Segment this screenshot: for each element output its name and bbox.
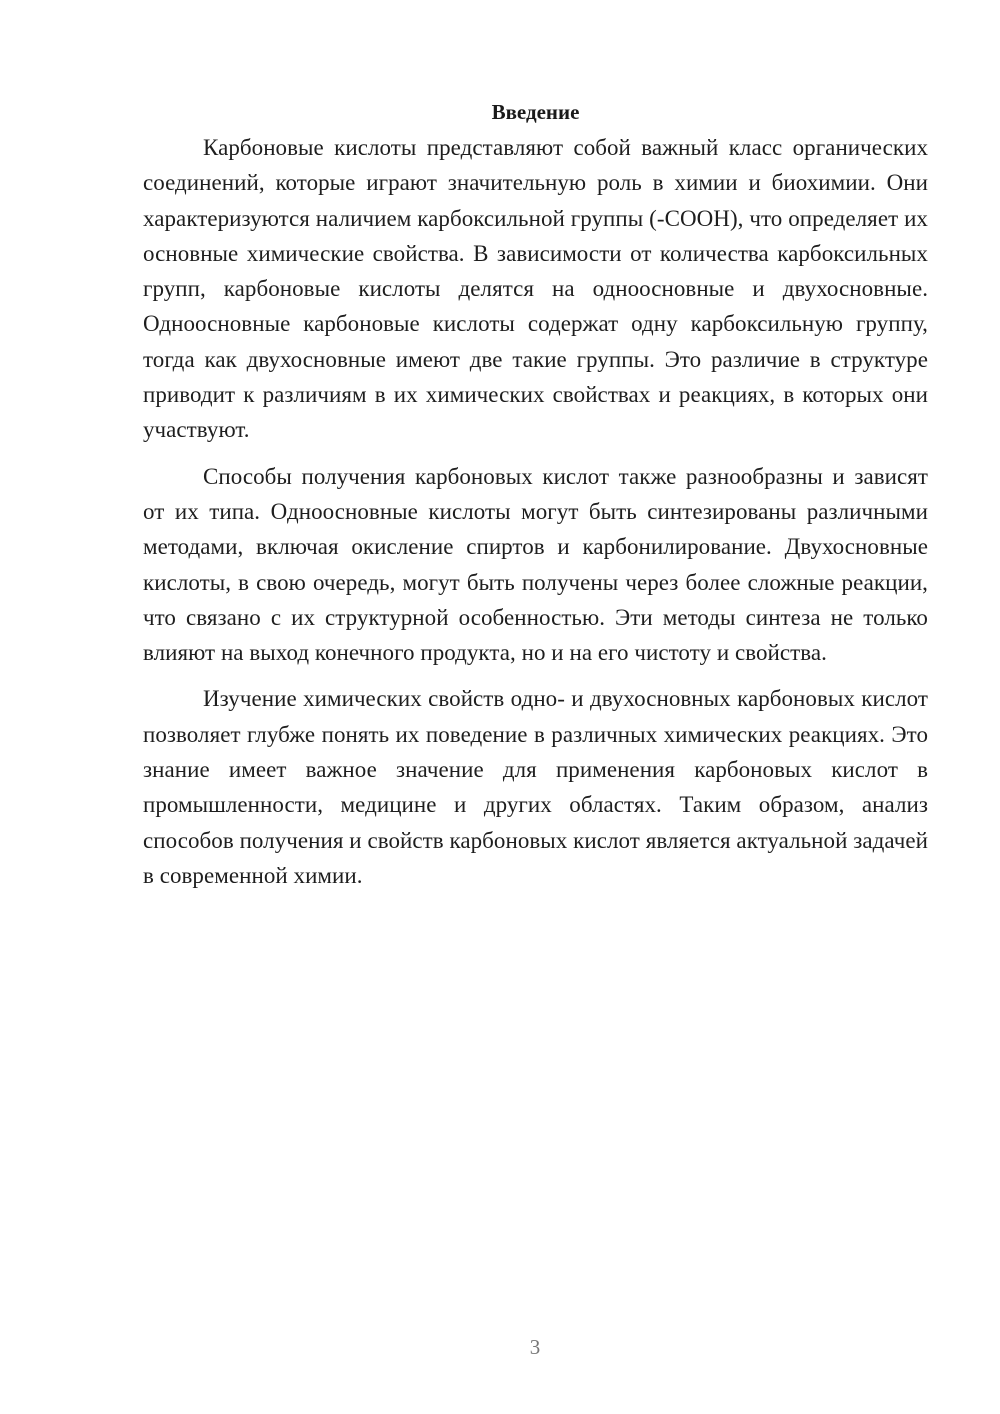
- paragraph-synthesis-methods: Способы получения карбоновых кислот также разнообразны и зависят от их типа. Одноосновные кислоты могут быть синтезированы различными методами, включая окисление спиртов и карбонилирование. Двухосновные кислоты, в свою очередь, могут быть получены через более сложные реакции, что связано с их структурной особенностью. Эти методы синтеза не только влияют на выход конечного продукта, но и на его чистоту и свойства.: [143, 463, 928, 666]
- document-body: [143, 94, 928, 893]
- section-title: Введение: [491, 100, 580, 124]
- page-number: 3: [529, 1335, 541, 1359]
- paragraph-intro: Карбоновые кислоты представляют собой важный класс органических соединений, которые играют значительную роль в химии и биохимии. Они характеризуются наличием карбоксильной группы (-COOH), что определяет их основные химические свойства. В зависимости от количества карбоксильных групп, карбоновые кислоты делятся на одноосновные и двухосновные. Одноосновные карбоновые кислоты содержат одну карбоксильную группу, тогда как двухосновные имеют две такие группы. Это различие в структуре приводит к различиям в их химических свойствах и реакциях, в которых они участвуют.: [143, 135, 928, 443]
- paragraph-conclusion: Изучение химических свойств одно- и двухосновных карбоновых кислот позволяет глубже понять их поведение в различных химических реакциях. Это знание имеет важное значение для применения карбоновых кислот в промышленности, медицине и других областях. Таким образом, анализ способов получения и свойств карбоновых кислот является актуальной задачей в современной химии.: [143, 686, 928, 888]
